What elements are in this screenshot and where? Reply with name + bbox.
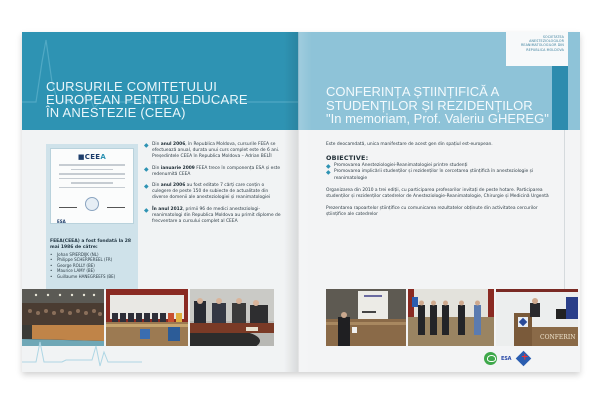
founder-item: • Guillaume HANEGREEFS (BE): [50, 274, 134, 279]
ceea-logo: ■CEEA: [77, 153, 107, 161]
tab-accent-bar: [552, 66, 568, 130]
magazine-spread: [22, 32, 580, 372]
title-line: CONFERINȚA ȘTIINȚIFICĂ A: [326, 84, 500, 99]
title-line: ÎN ANESTEZIE (CEEA): [46, 105, 186, 120]
organization-paragraph: Organizarea din 2010 a trei ediții, cu participarea profesorilor invitați de peste hotare. Participarea studenților și rezidenților catedrelor de Anesteziologie-Reanimatologie, Chirurgie și Medicină Urgentă: [326, 187, 549, 200]
signature-icon: [107, 201, 125, 208]
founders-box: [46, 236, 138, 290]
left-page-header: [22, 32, 298, 130]
founder-item: • Philippe SCHERPEREEL (FR): [50, 257, 134, 262]
left-page: [22, 32, 298, 372]
founders-list: [50, 252, 134, 279]
diamond-bullet-icon: ◆: [144, 206, 149, 214]
title-line: CURSURILE COMITETULUI: [46, 79, 218, 94]
photo-speaker-with-screen: [326, 289, 406, 346]
ceea-history-bullets: [144, 142, 284, 230]
history-bullet: ◆ Din ianuarie 2009 FEEA trece în componența ESA și este redenumită CEEA: [144, 165, 281, 177]
ecg-line-bottom-icon: [22, 332, 142, 372]
signature-icon: [59, 201, 77, 208]
founder-item: • Maurice LAMY (BE): [50, 268, 134, 273]
medical-cross-logo-icon: [516, 351, 532, 367]
founder-item: • Johan SPIERDIJK (NL): [50, 252, 134, 257]
left-page-title: [46, 80, 248, 119]
page-edge-line: [564, 130, 565, 290]
diamond-bullet-icon: ◆: [144, 183, 149, 191]
svg-text:CONFERIN: CONFERIN: [540, 334, 576, 341]
title-line: "In memoriam, Prof. Valeriu GHEREG": [326, 111, 549, 126]
certificate-document: [50, 148, 134, 224]
history-bullet: ◆ În anul 2012, primii 96 de medici anesteziologi-reanimatologi din Republica Moldova au primit diplome de frecventare a cursului complet al CEEA: [144, 206, 281, 225]
title-line: EUROPEAN PENTRU EDUCARE: [46, 92, 248, 107]
society-name-label: SOCIETATEA ANESTEZIOLOGILOR REANIMATOLOGILOR DIN REPUBLICA MOLDOVA: [506, 32, 568, 66]
photo-award-ceremony: [408, 289, 494, 346]
society-corner-tab: [506, 32, 568, 130]
objectives-heading: OBIECTIVE:: [326, 154, 369, 163]
partner-logos: [484, 352, 529, 365]
objective-item: ◆ Promovarea Anesteziologiei-Reanimatologiei printre studenți: [326, 162, 468, 170]
history-bullet: ◆ Din anul 2006, în Republica Moldova, cursurile FEEA se efectuează anual, durata unui curs complet este de 6 ani. Președintele CEEA în Republica Moldova – Adrian BELÎI: [144, 142, 280, 160]
photo-lectern-speaker: [496, 289, 578, 346]
esa-partner-logo: ESA: [501, 355, 512, 362]
founder-item: • George ROLLY (BE): [50, 263, 134, 268]
diamond-bullet-icon: ◆: [144, 165, 149, 173]
ceea-certificate-image: [46, 144, 138, 236]
reports-paragraph: Prezentarea rapoartelor științifice cu comunicarea rezultatelor obținute din activitatea cercurilor științifice ale catedrelor: [326, 206, 538, 218]
diamond-bullet-icon: ◆: [144, 142, 149, 149]
photo-round-table-meeting: [190, 289, 274, 346]
intro-text: Este deocamdată, unica manifestare de acest gen din spațiul est-european.: [326, 142, 493, 147]
right-photo-strip: [326, 289, 578, 346]
objective-item: ◆ Promovarea implicării studenților și rezidenților în cercetarea științifică în anesteziologie și reanimatologie: [326, 168, 534, 181]
title-line: STUDENȚILOR ȘI REZIDENȚILOR: [326, 97, 533, 113]
conference-description: [326, 142, 556, 225]
diamond-bullet-icon: ◆: [326, 168, 331, 176]
right-page: [298, 32, 580, 372]
certificate-signatures: [59, 199, 125, 209]
green-society-logo-icon: [484, 352, 497, 365]
history-bullet: ◆ Din anul 2006 au fost editate 7 cărți care conțin o culegere de peste 150 de subiecte de actualitate din diverse domenii ale anesteziologiei și reanimatologiei: [144, 183, 271, 201]
esa-logo: ESA: [57, 219, 66, 224]
seal-icon: [85, 197, 99, 211]
diamond-bullet-icon: ◆: [326, 162, 331, 170]
founders-heading: FEEA(CEEA) a fost fondată la 28 mai 1986 de către:: [50, 239, 132, 250]
